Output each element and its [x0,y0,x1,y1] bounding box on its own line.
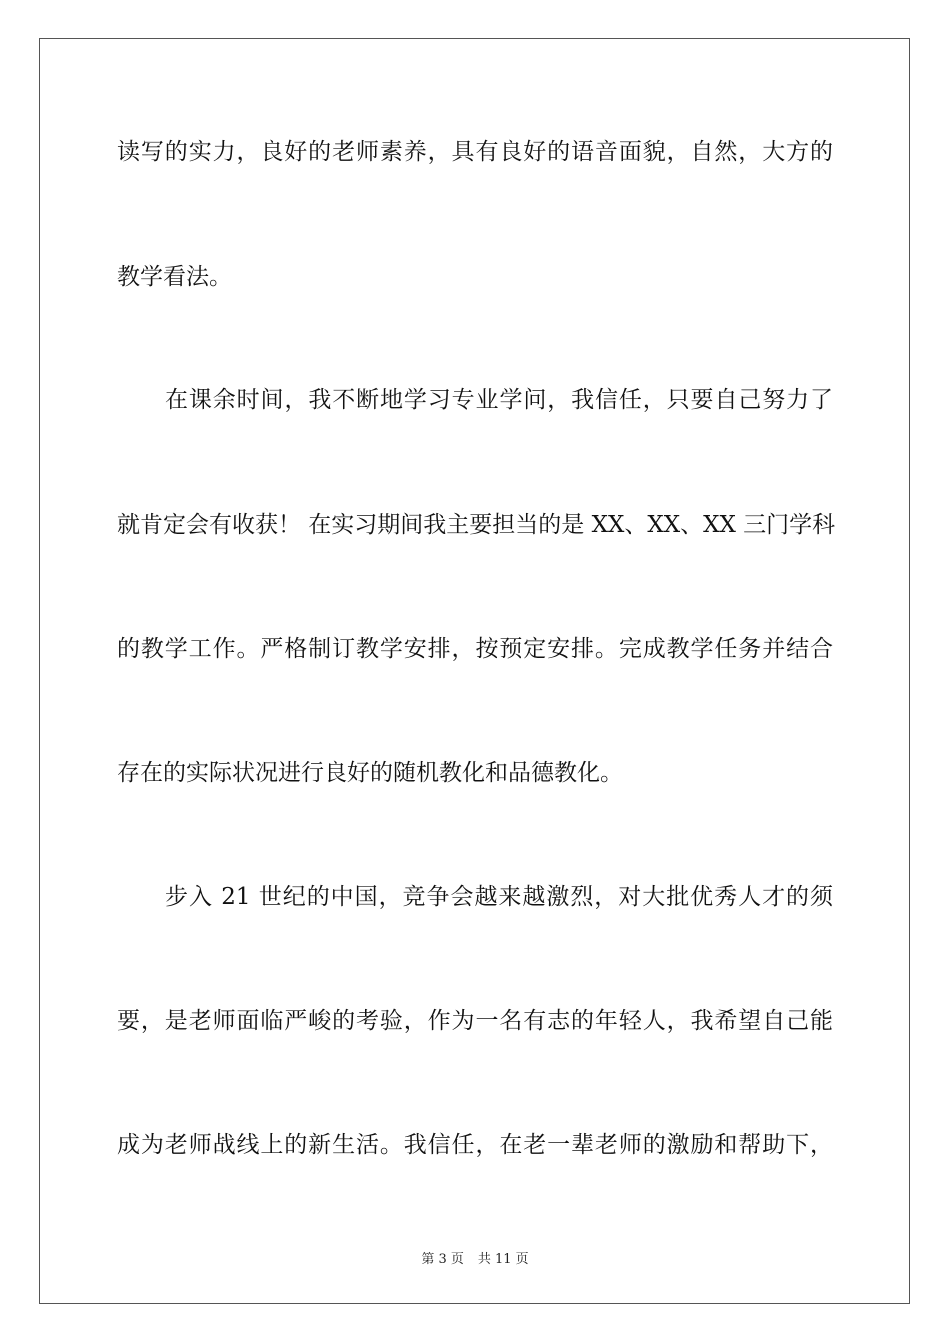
page-footer [0,1248,950,1267]
text-line: 要，是老师面临严峻的考验，作为一名有志的年轻人，我希望自己能 [117,1008,833,1034]
text-line: 存在的实际状况进行良好的随机教化和品德教化。 [117,760,623,786]
text-line: 步入 21 世纪的中国，竞争会越来越激烈，对大批优秀人才的须 [165,884,833,910]
text-line: 教学看法。 [117,264,232,290]
text-line: 就肯定会有收获！ 在实习期间我主要担当的是 XX、XX、XX 三门学科 [117,512,836,538]
text-line: 读写的实力，良好的老师素养，具有良好的语音面貌，自然，大方的 [117,139,833,165]
text-line: 在课余时间，我不断地学习专业学问，我信任，只要自己努力了 [165,387,833,413]
page-border [39,38,910,1304]
page-number: 第 3 页 [421,1252,464,1267]
page-total: 共 11 页 [477,1252,529,1267]
text-line: 的教学工作。严格制订教学安排，按预定安排。完成教学任务并结合 [117,636,833,662]
text-line: 成为老师战线上的新生活。我信任，在老一辈老师的激励和帮助下， [117,1132,833,1158]
